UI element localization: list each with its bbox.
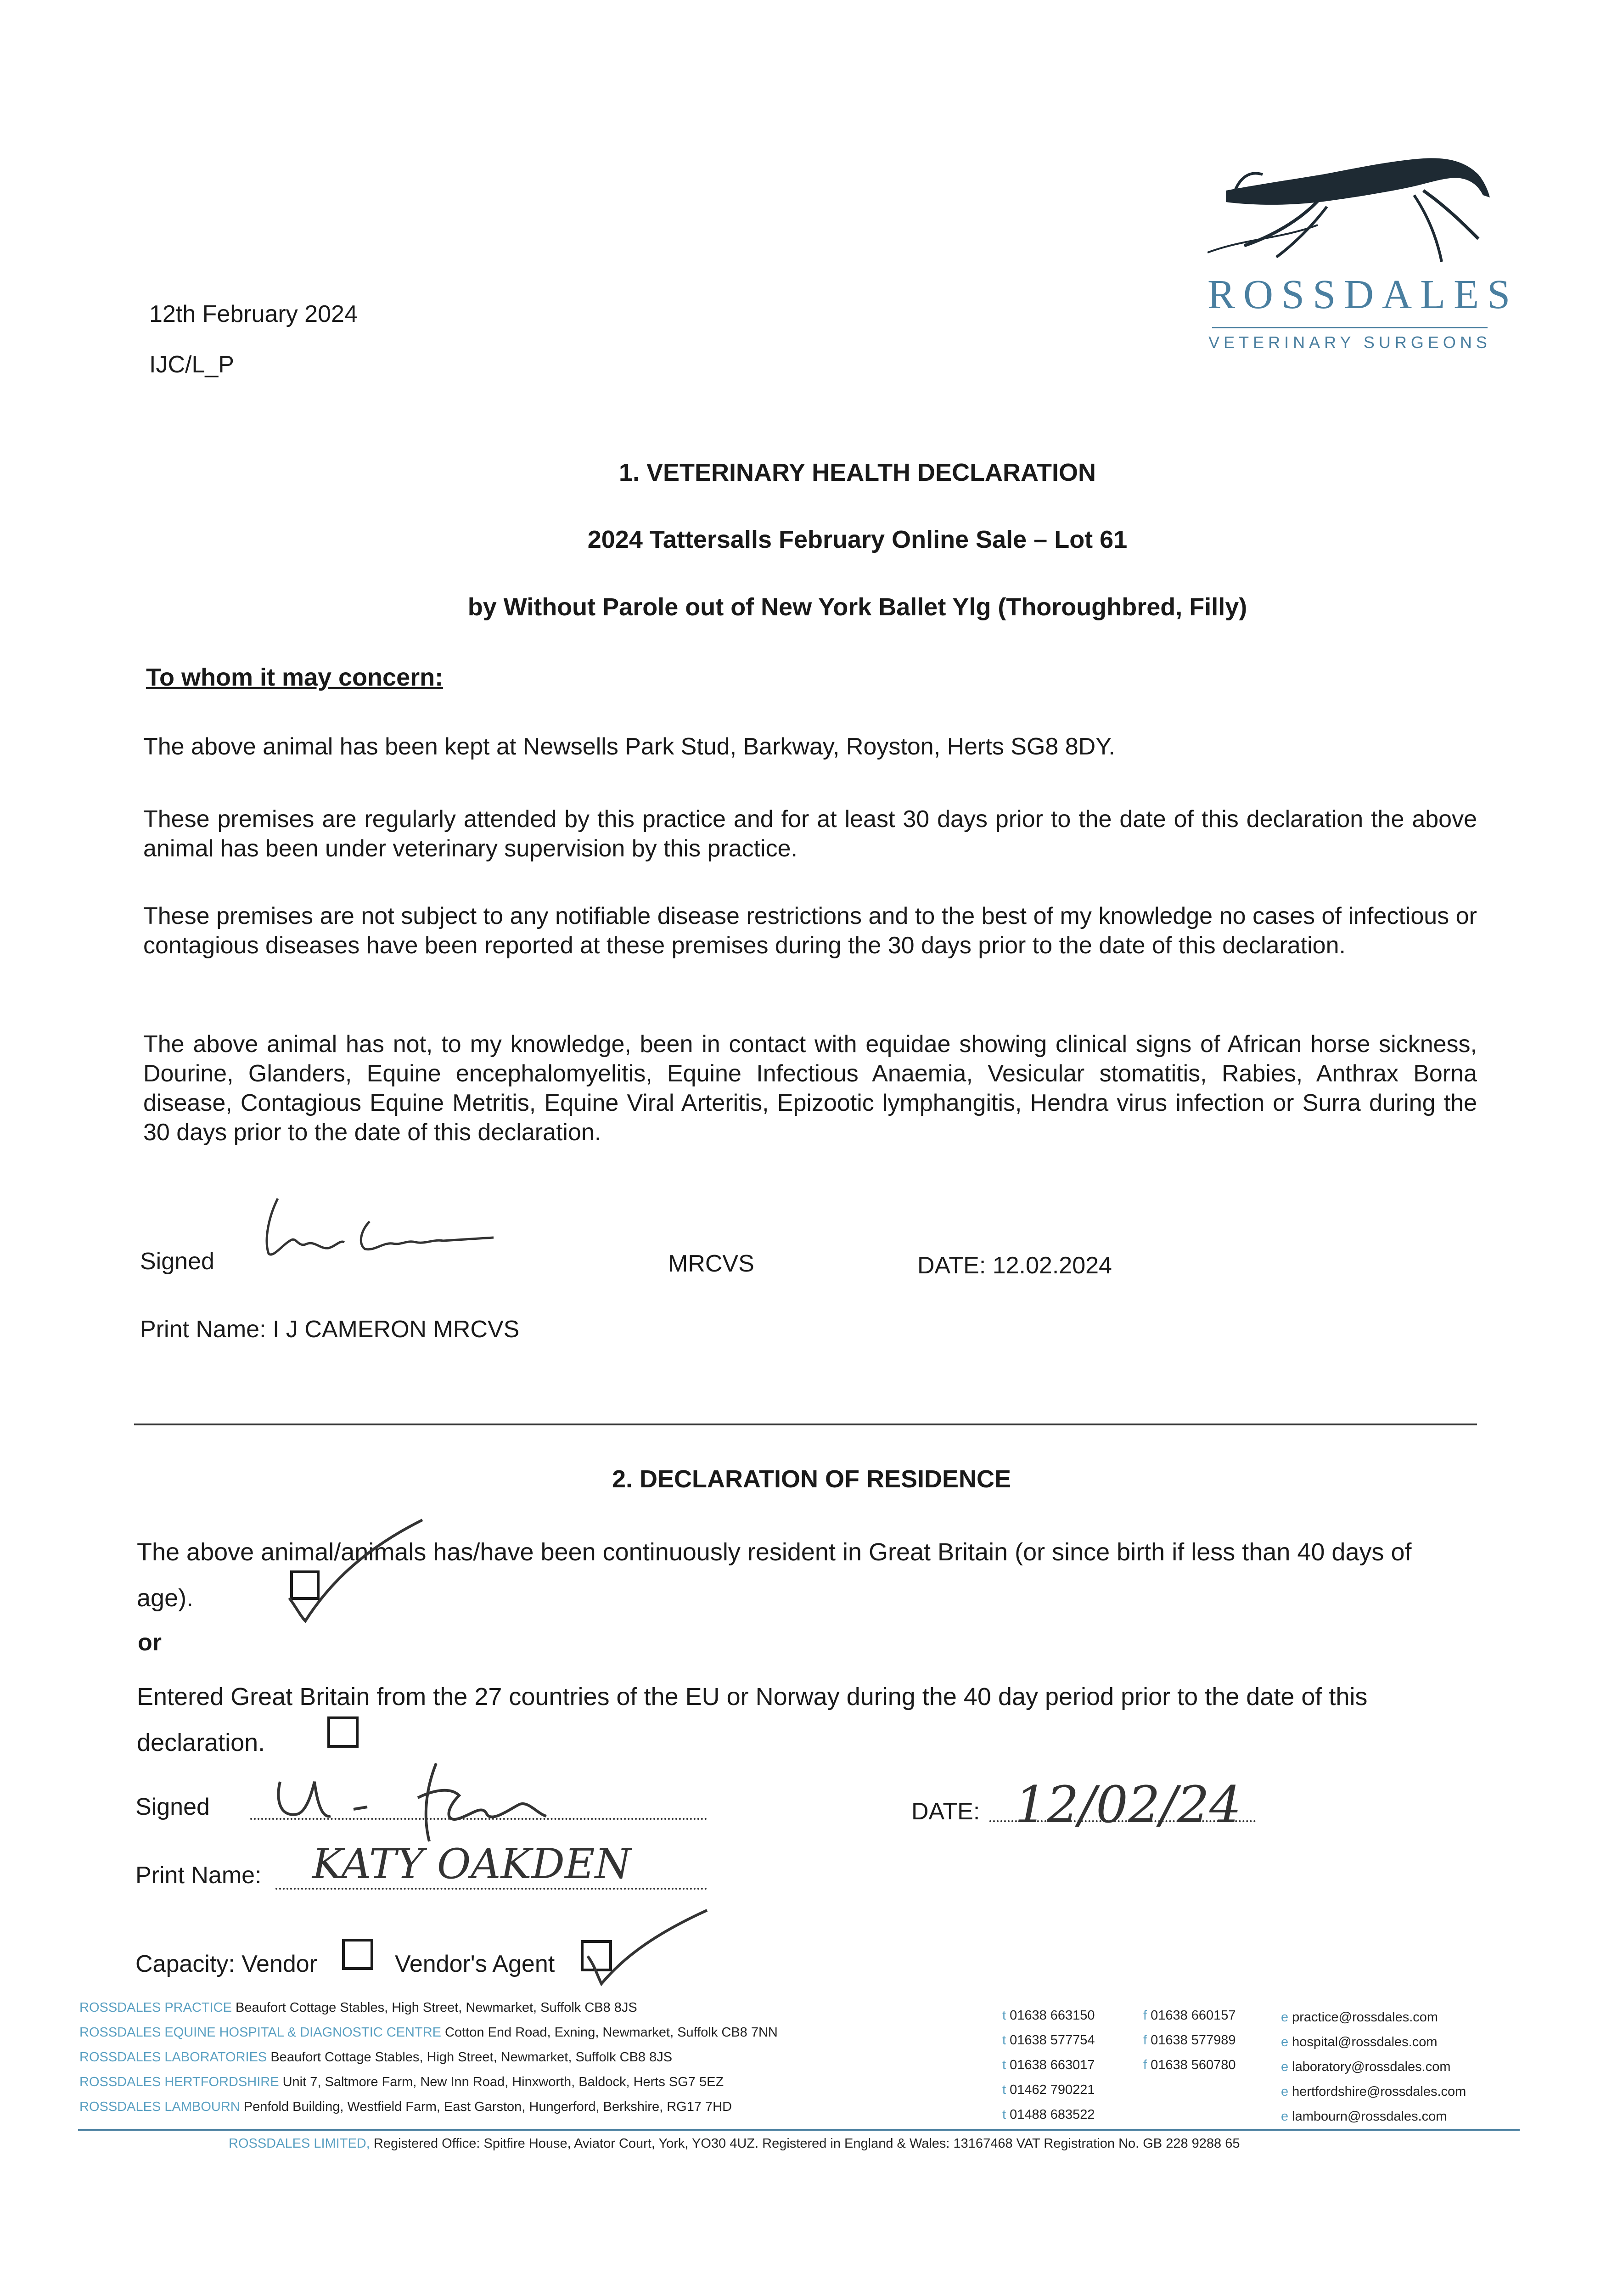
residence-option-gb-text: The above animal/animals has/have been continuously resident in Great Britain (or since birth if less than 40 days of age). bbox=[137, 1538, 1412, 1612]
office-fax: f 01638 660157 bbox=[1143, 2008, 1236, 2023]
office-email[interactable]: e lambourn@rossdales.com bbox=[1281, 2109, 1447, 2124]
office-label: ROSSDALES HERTFORDSHIRE bbox=[79, 2075, 279, 2089]
office-email[interactable]: e hertfordshire@rossdales.com bbox=[1281, 2084, 1466, 2099]
agent-print-name-label: Print Name: bbox=[135, 1862, 262, 1889]
section2-title: 2. DECLARATION OF RESIDENCE bbox=[612, 1465, 1011, 1493]
vet-signed-label: Signed bbox=[140, 1248, 214, 1275]
office-label: ROSSDALES PRACTICE bbox=[79, 2000, 232, 2015]
office-tel: t 01488 683522 bbox=[1002, 2107, 1095, 2122]
office-fax: f 01638 560780 bbox=[1143, 2058, 1236, 2072]
capacity-vendor-label: Capacity: Vendor bbox=[135, 1951, 318, 1977]
sale-title: 2024 Tattersalls February Online Sale – Lot 61 bbox=[587, 526, 1128, 553]
office-email[interactable]: e practice@rossdales.com bbox=[1281, 2010, 1438, 2025]
vet-signature bbox=[255, 1189, 512, 1267]
letter-reference: IJC/L_P bbox=[149, 351, 234, 378]
company-registration bbox=[229, 2134, 1240, 2153]
residence-option-eu-text: Entered Great Britain from the 27 countries of the EU or Norway during the 40 day period prior to the date of this declaration. bbox=[137, 1683, 1368, 1756]
office-email[interactable]: e laboratory@rossdales.com bbox=[1281, 2060, 1451, 2074]
agent-tick-mark-icon bbox=[583, 1906, 712, 2007]
registration-details: Registered Office: Spitfire House, Aviator Court, York, YO30 4UZ. Registered in England & Wales: 13167468 VAT Registration No. GB 228 9288 65 bbox=[373, 2136, 1240, 2151]
office-tel: t 01638 663017 bbox=[1002, 2058, 1095, 2072]
logo-wordmark: ROSSDALES bbox=[1207, 272, 1519, 317]
footer-office-row bbox=[79, 1998, 637, 2017]
section1-title: 1. VETERINARY HEALTH DECLARATION bbox=[618, 459, 1096, 486]
company-name: ROSSDALES LIMITED, bbox=[229, 2136, 370, 2151]
office-fax: f 01638 577989 bbox=[1143, 2033, 1236, 2048]
agent-signed-label: Signed bbox=[135, 1794, 210, 1820]
office-address: Penfold Building, Westfield Farm, East Garston, Hungerford, Berkshire, RG17 7HD bbox=[243, 2099, 732, 2114]
office-tel: t 01638 577754 bbox=[1002, 2033, 1095, 2048]
vet-qualification: MRCVS bbox=[668, 1250, 754, 1277]
paragraph-location: The above animal has been kept at Newsells Park Stud, Barkway, Royston, Herts SG8 8DY. bbox=[143, 733, 1115, 760]
agent-date-label: DATE: bbox=[911, 1798, 980, 1825]
agent-signature bbox=[271, 1754, 647, 1846]
office-tel: t 01462 790221 bbox=[1002, 2082, 1095, 2097]
vet-print-name: Print Name: I J CAMERON MRCVS bbox=[140, 1316, 520, 1343]
paragraph-supervision: These premises are regularly attended by this practice and for at least 30 days prior to the date of this declaration the above animal has been under veterinary supervision by this practice. bbox=[143, 806, 1477, 862]
office-address: Beaufort Cottage Stables, High Street, Newmarket, Suffolk CB8 8JS bbox=[270, 2050, 673, 2065]
office-tel: t 01638 663150 bbox=[1002, 2008, 1095, 2023]
footer-office-row bbox=[79, 2048, 672, 2066]
footer-office-row bbox=[79, 2073, 724, 2091]
agent-print-name-value: KATY OAKDEN bbox=[312, 1840, 631, 1888]
office-email[interactable]: e hospital@rossdales.com bbox=[1281, 2035, 1438, 2049]
office-label: ROSSDALES EQUINE HOSPITAL & DIAGNOSTIC CENTRE bbox=[79, 2025, 441, 2040]
footer-office-row bbox=[79, 2098, 732, 2116]
office-label: ROSSDALES LABORATORIES bbox=[79, 2050, 267, 2065]
agent-date-value: 12/02/24 bbox=[1015, 1775, 1242, 1834]
paragraph-restrictions: These premises are not subject to any notifiable disease restrictions and to the best of my knowledge no cases of infectious or contagious diseases have been reported at these premises during the 30 days prior to the date of this declaration. bbox=[143, 903, 1477, 959]
salutation: To whom it may concern: bbox=[146, 664, 444, 691]
logo-tagline: VETERINARY SURGEONS bbox=[1208, 333, 1491, 352]
tick-mark-icon bbox=[285, 1511, 432, 1630]
letter-date: 12th February 2024 bbox=[149, 301, 358, 327]
galloping-horse-icon bbox=[1207, 147, 1492, 285]
footer-rule bbox=[78, 2129, 1520, 2131]
footer-office-row bbox=[79, 2023, 778, 2042]
office-address: Beaufort Cottage Stables, High Street, Newmarket, Suffolk CB8 8JS bbox=[236, 2000, 637, 2015]
office-address: Cotton End Road, Exning, Newmarket, Suffolk CB8 7NN bbox=[445, 2025, 778, 2040]
paragraph-diseases: The above animal has not, to my knowledge, been in contact with equidae showing clinical signs of African horse sickness, Dourine, Glanders, Equine encephalomyelitis, Equine Infectious Anaemia, Vesicular stomatitis, Rabies, Anthrax Borna disease, Contagious Equine Metritis, Equine Viral Arteritis, Epizootic lymphangitis, Hendra virus infection or Surra during the 30 days prior to the date of this declaration. bbox=[143, 1031, 1477, 1146]
company-logo bbox=[1207, 147, 1519, 363]
or-separator: or bbox=[138, 1629, 162, 1656]
vet-date: DATE: 12.02.2024 bbox=[917, 1252, 1112, 1279]
capacity-vendor-checkbox[interactable] bbox=[342, 1939, 373, 1970]
section-divider bbox=[134, 1424, 1477, 1425]
capacity-agent-label: Vendor's Agent bbox=[395, 1951, 555, 1977]
horse-description: by Without Parole out of New York Ballet Ylg (Thoroughbred, Filly) bbox=[467, 593, 1247, 621]
logo-divider bbox=[1212, 327, 1488, 328]
residence-eu-checkbox[interactable] bbox=[327, 1716, 359, 1748]
office-address: Unit 7, Saltmore Farm, New Inn Road, Hinxworth, Baldock, Herts SG7 5EZ bbox=[282, 2075, 724, 2089]
office-label: ROSSDALES LAMBOURN bbox=[79, 2099, 240, 2114]
